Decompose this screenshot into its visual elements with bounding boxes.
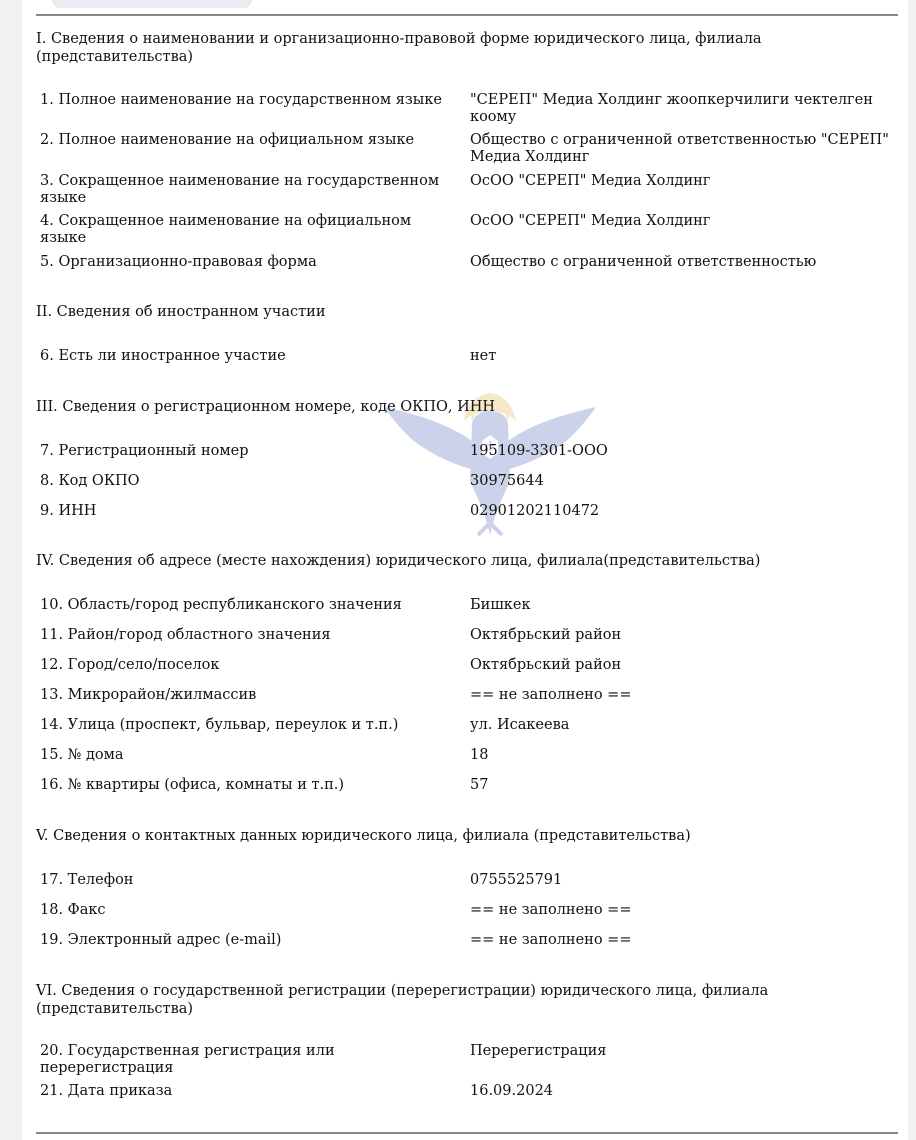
- field-value: ул. Исакеева: [470, 717, 570, 733]
- section-2-title: II. Сведения об иностранном участии: [36, 304, 326, 320]
- section-5-title: V. Сведения о контактных данных юридического лица, филиала (представительства): [36, 828, 691, 844]
- field-value: == не заполнено ==: [470, 687, 632, 703]
- field-label: 13. Микрорайон/жилмассив: [40, 687, 257, 703]
- field-value: нет: [470, 348, 497, 364]
- top-divider: [36, 14, 898, 16]
- field-label: 19. Электронный адрес (e-mail): [40, 932, 282, 948]
- section-6-title: VI. Сведения о государственной регистрации (перерегистрации) юридического лица, филиала (представительства): [36, 983, 769, 1017]
- bottom-divider: [36, 1132, 898, 1134]
- field-label: 10. Область/город республиканского значения: [40, 597, 402, 613]
- section-3-title: III. Сведения о регистрационном номере, коде ОКПО, ИНН: [36, 399, 496, 415]
- field-value: 30975644: [470, 473, 544, 489]
- field-label: 15. № дома: [40, 747, 124, 763]
- document-page: [22, 0, 908, 1140]
- field-value: 0755525791: [470, 872, 563, 888]
- field-value: ОсОО "СЕРЕП" Медиа Холдинг: [470, 213, 711, 229]
- field-value: Перерегистрация: [470, 1043, 607, 1059]
- field-label: 1. Полное наименование на государственном языке: [40, 92, 442, 108]
- field-label: 14. Улица (проспект, бульвар, переулок и т.п.): [40, 717, 399, 733]
- field-value: 57: [470, 777, 489, 793]
- field-label: 20. Государственная регистрация или перерегистрация: [40, 1043, 335, 1076]
- section-4-title: IV. Сведения об адресе (месте нахождения) юридического лица, филиала(представительства): [36, 553, 761, 569]
- field-value: Октябрьский район: [470, 627, 622, 643]
- field-label: 2. Полное наименование на официальном языке: [40, 132, 415, 148]
- field-label: 9. ИНН: [40, 503, 97, 519]
- section-1-title: I. Сведения о наименовании и организационно-правовой форме юридического лица, филиала (представительства): [36, 31, 762, 65]
- field-value: == не заполнено ==: [470, 932, 632, 948]
- field-value: 16.09.2024: [470, 1083, 554, 1099]
- field-label: 8. Код ОКПО: [40, 473, 140, 489]
- field-label: 6. Есть ли иностранное участие: [40, 348, 286, 364]
- field-label: 5. Организационно-правовая форма: [40, 254, 317, 270]
- field-label: 18. Факс: [40, 902, 106, 918]
- scan-smudge: [52, 0, 252, 8]
- field-value: Общество с ограниченной ответственностью: [470, 254, 817, 270]
- field-label: 7. Регистрационный номер: [40, 443, 249, 459]
- field-label: 17. Телефон: [40, 872, 134, 888]
- field-value: Октябрьский район: [470, 657, 622, 673]
- field-label: 16. № квартиры (офиса, комнаты и т.п.): [40, 777, 345, 793]
- field-value: "СЕРЕП" Медиа Холдинг жоопкерчилиги чектелген коому: [470, 92, 873, 125]
- field-value: Бишкек: [470, 597, 531, 613]
- field-label: 3. Сокращенное наименование на государственном языке: [40, 173, 440, 206]
- field-label: 21. Дата приказа: [40, 1083, 173, 1099]
- field-value: 195109-3301-ООО: [470, 443, 608, 459]
- field-label: 12. Город/село/поселок: [40, 657, 220, 673]
- field-value: == не заполнено ==: [470, 902, 632, 918]
- field-label: 4. Сокращенное наименование на официальном языке: [40, 213, 412, 246]
- field-value: 02901202110472: [470, 503, 600, 519]
- field-value: 18: [470, 747, 489, 763]
- field-value: Общество с ограниченной ответственностью "СЕРЕП" Медиа Холдинг: [470, 132, 889, 165]
- field-label: 11. Район/город областного значения: [40, 627, 331, 643]
- field-value: ОсОО "СЕРЕП" Медиа Холдинг: [470, 173, 711, 189]
